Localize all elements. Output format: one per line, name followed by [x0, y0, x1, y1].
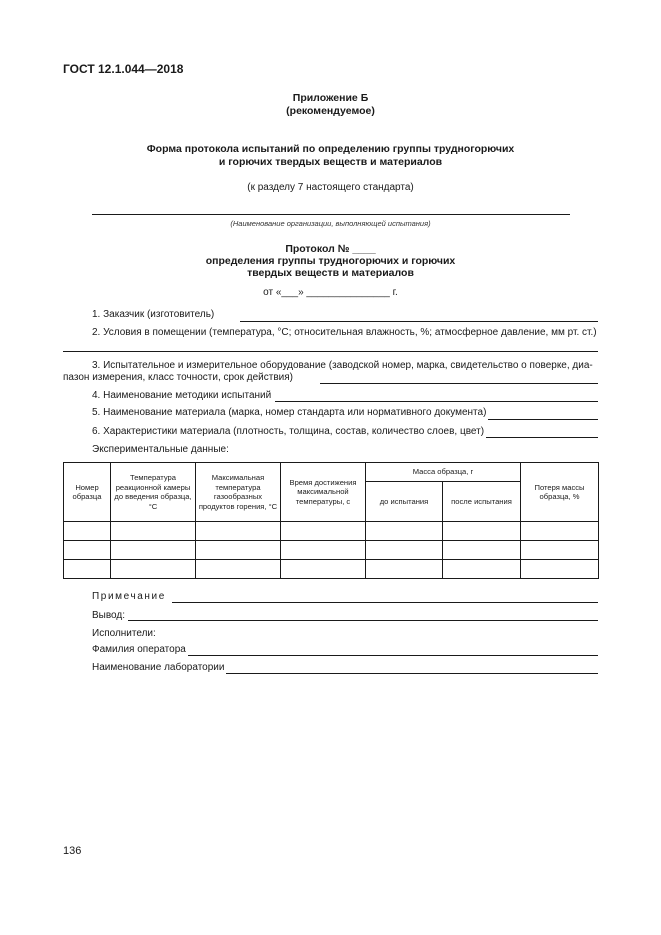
table-cell[interactable]	[366, 560, 443, 579]
operator-line[interactable]	[188, 655, 598, 656]
equipment-line[interactable]	[320, 383, 598, 384]
conclusion-label: Вывод:	[92, 610, 128, 621]
characteristics-line[interactable]	[486, 437, 598, 438]
protocol-date: от «___» _______________ г.	[263, 287, 398, 298]
table-cell[interactable]	[196, 522, 281, 541]
col-time-to-max: Время достижения максимальной температуры, с	[281, 463, 366, 522]
appendix-title: Приложение Б	[292, 92, 369, 104]
operator-label: Фамилия оператора	[92, 644, 189, 655]
table-cell[interactable]	[366, 522, 443, 541]
lab-line[interactable]	[226, 673, 598, 674]
characteristics-label: 6. Характеристики материала (плотность, толщина, состав, количество слоев, цвет)	[92, 426, 487, 437]
material-label: 5. Наименование материала (марка, номер стандарта или нормативного документа)	[92, 407, 489, 418]
table-cell[interactable]	[443, 541, 521, 560]
performers-label: Исполнители:	[92, 628, 159, 639]
note-label: Примечание	[92, 591, 169, 602]
col-mass-after: после испытания	[443, 482, 521, 522]
table-row	[64, 541, 599, 560]
col-max-temp: Максимальная температура газообразных продуктов горения, °С	[196, 463, 281, 522]
standard-code: ГОСТ 12.1.044—2018	[63, 62, 184, 76]
table-cell[interactable]	[443, 560, 521, 579]
conclusion-line[interactable]	[128, 620, 598, 621]
table-cell[interactable]	[64, 560, 111, 579]
protocol-title: Протокол № ____	[285, 243, 376, 255]
customer-line[interactable]	[240, 321, 598, 322]
protocol-line3: твердых веществ и материалов	[247, 267, 414, 279]
appendix-subtitle: (рекомендуемое)	[286, 105, 375, 117]
conditions-label: 2. Условия в помещении (температура, °С; относительная влажность, %; атмосферное давление, мм рт. ст.)	[92, 327, 600, 338]
table-cell[interactable]	[111, 541, 196, 560]
form-title-line1: Форма протокола испытаний по определению группы трудногорючих	[146, 143, 515, 155]
table-row	[64, 522, 599, 541]
note-line[interactable]	[172, 602, 598, 603]
method-line[interactable]	[275, 401, 598, 402]
form-title-line2: и горючих твердых веществ и материалов	[218, 156, 443, 168]
table-cell[interactable]	[521, 522, 599, 541]
experimental-label: Экспериментальные данные:	[92, 444, 232, 455]
table-cell[interactable]	[196, 541, 281, 560]
table-cell[interactable]	[366, 541, 443, 560]
lab-label: Наименование лаборатории	[92, 662, 227, 673]
customer-label: 1. Заказчик (изготовитель)	[92, 309, 217, 320]
org-caption: (Наименование организации, выполняющей испытания)	[230, 219, 431, 228]
table-cell[interactable]	[521, 560, 599, 579]
table-cell[interactable]	[281, 522, 366, 541]
equipment-label-1: 3. Испытательное и измерительное оборудование (заводской номер, марка, свидетельство о поверке, диа-	[92, 360, 596, 371]
table-cell[interactable]	[111, 522, 196, 541]
experimental-data-table	[63, 462, 599, 579]
material-line[interactable]	[488, 419, 598, 420]
col-sample-number: Номер образца	[64, 463, 111, 522]
table-cell[interactable]	[281, 560, 366, 579]
org-name-line[interactable]	[92, 214, 570, 215]
form-reference: (к разделу 7 настоящего стандарта)	[247, 182, 414, 193]
table-cell[interactable]	[281, 541, 366, 560]
col-chamber-temp: Температура реакционной камеры до введения образца, °С	[111, 463, 196, 522]
method-label: 4. Наименование методики испытаний	[92, 390, 274, 401]
table-cell[interactable]	[64, 541, 111, 560]
protocol-line2: определения группы трудногорючих и горючих	[205, 255, 456, 267]
table-row	[64, 560, 599, 579]
equipment-label-2: пазон измерения, класс точности, срок действия)	[63, 372, 296, 383]
conditions-line[interactable]	[63, 351, 598, 352]
col-mass-loss: Потеря массы образца, %	[521, 463, 599, 522]
table-cell[interactable]	[64, 522, 111, 541]
page-number: 136	[63, 845, 82, 857]
table-cell[interactable]	[196, 560, 281, 579]
table-cell[interactable]	[111, 560, 196, 579]
col-mass-before: до испытания	[366, 482, 443, 522]
col-mass-group: Масса образца, г	[366, 463, 521, 482]
table-cell[interactable]	[443, 522, 521, 541]
table-cell[interactable]	[521, 541, 599, 560]
